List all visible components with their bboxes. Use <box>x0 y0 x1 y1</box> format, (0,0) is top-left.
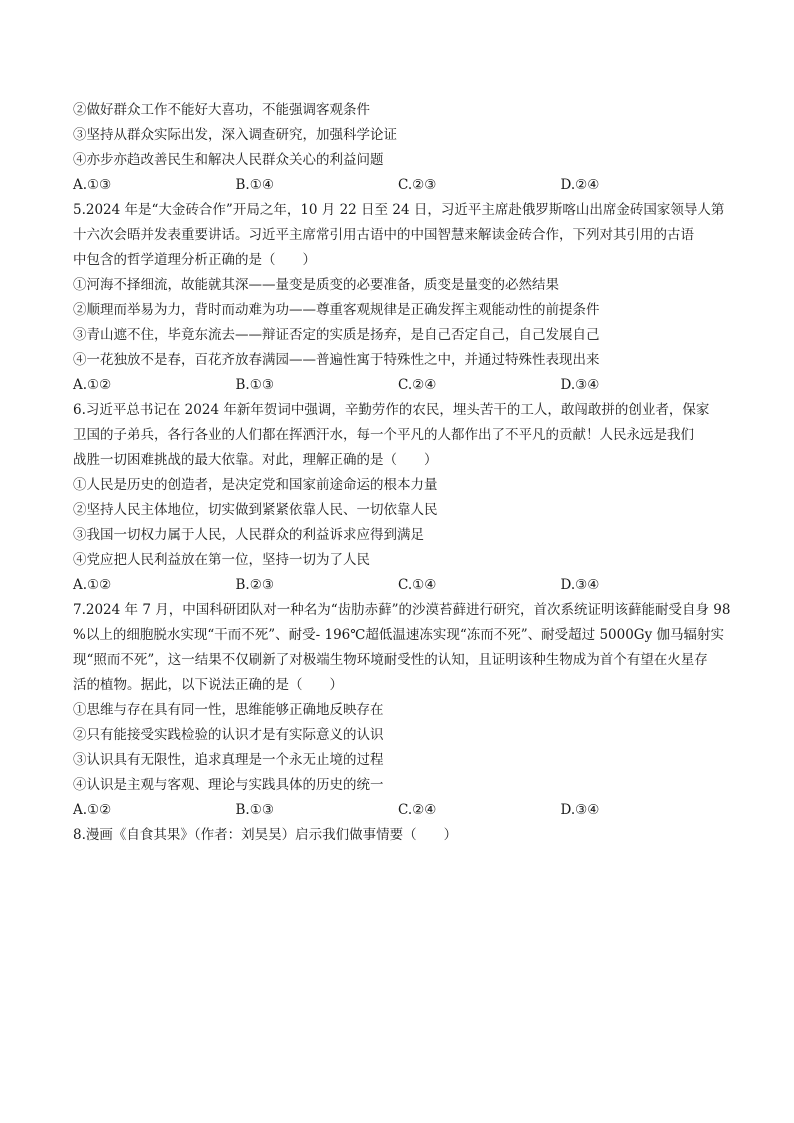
q4-option-b: B.①④ <box>235 177 274 193</box>
q5-item-4: ④一花独放不是春，百花齐放春满园——普遍性寓于特殊性之中，并通过特殊性表现出来 <box>73 352 600 368</box>
q5-stem-line: 十六次会晤并发表重要讲话。习近平主席常引用古语中的中国智慧来解读金砖合作，下列对其引用的古语 <box>73 227 694 243</box>
q7-stem-line: %以上的细胞脱水实现“干而不死”、耐受- 196℃超低温速冻实现“冻而不死”、耐受超过 5000Gy 伽马辐射实 <box>73 627 725 643</box>
q5-stem-line: 中包含的哲学道理分析正确的是（ ） <box>73 252 316 268</box>
q4-item-4: ④亦步亦趋改善民生和解决人民群众关心的利益问题 <box>73 152 384 168</box>
q6-option-c: C.①④ <box>398 577 437 593</box>
q7-option-a: A.①② <box>73 802 112 818</box>
q6-item-3: ③我国一切权力属于人民，人民群众的利益诉求应得到满足 <box>73 527 424 543</box>
question-6 <box>73 398 723 598</box>
q6-stem-line: 卫国的子弟兵，各行各业的人们都在挥洒汗水，每一个平凡的人都作出了不平凡的贡献！人民永远是我们 <box>73 427 694 443</box>
q5-option-b: B.①③ <box>235 377 274 393</box>
q5-option-c: C.②④ <box>398 377 437 393</box>
q7-stem-line: 现“照而不死”，这一结果不仅刷新了对极端生物环境耐受性的认知，且证明该种生物成为首个有望在火星存 <box>73 652 708 668</box>
q6-option-d: D.③④ <box>560 577 600 593</box>
q5-item-2: ②顺理而举易为力，背时而动难为功——尊重客观规律是正确发挥主观能动性的前提条件 <box>73 302 600 318</box>
question-4-tail <box>73 98 723 198</box>
q8-stem: 8.漫画《自食其果》（作者：刘昊昊）启示我们做事情要（ ） <box>73 827 458 843</box>
exam-page <box>73 98 731 848</box>
q7-option-d: D.③④ <box>560 802 600 818</box>
q4-options <box>73 173 723 198</box>
q4-option-d: D.②④ <box>560 177 600 193</box>
q6-stem-line: 6.习近平总书记在 2024 年新年贺词中强调，辛勤劳作的农民，埋头苦干的工人，敢闯敢拼的创业者，保家 <box>73 402 710 418</box>
q6-options <box>73 573 723 598</box>
q7-option-b: B.①③ <box>235 802 274 818</box>
q6-stem-line: 战胜一切困难挑战的最大依靠。对此，理解正确的是（ ） <box>73 452 438 468</box>
q6-item-1: ①人民是历史的创造者，是决定党和国家前途命运的根本力量 <box>73 477 438 493</box>
q6-item-2: ②坚持人民主体地位，切实做到紧紧依靠人民、一切依靠人民 <box>73 502 438 518</box>
q5-option-a: A.①② <box>73 377 112 393</box>
q4-item-2: ②做好群众工作不能好大喜功，不能强调客观条件 <box>73 102 370 118</box>
question-8 <box>73 823 723 848</box>
q7-item-2: ②只有能接受实践检验的认识才是有实际意义的认识 <box>73 727 384 743</box>
question-5 <box>73 198 723 398</box>
q4-item-3: ③坚持从群众实际出发，深入调查研究，加强科学论证 <box>73 127 397 143</box>
q7-item-4: ④认识是主观与客观、理论与实践具体的历史的统一 <box>73 777 384 793</box>
q6-option-a: A.①② <box>73 577 112 593</box>
q6-option-b: B.②③ <box>235 577 274 593</box>
q4-option-a: A.①③ <box>73 177 112 193</box>
q7-options <box>73 798 723 823</box>
q7-stem-line: 活的植物。据此，以下说法正确的是（ ） <box>73 677 343 693</box>
q6-item-4: ④党应把人民利益放在第一位，坚持一切为了人民 <box>73 552 370 568</box>
q7-item-1: ①思维与存在具有同一性，思维能够正确地反映存在 <box>73 702 384 718</box>
q5-options <box>73 373 723 398</box>
q7-option-c: C.②④ <box>398 802 437 818</box>
q5-option-d: D.③④ <box>560 377 600 393</box>
q5-item-3: ③青山遮不住，毕竟东流去——辩证否定的实质是扬弃，是自己否定自己，自己发展自己 <box>73 327 600 343</box>
q5-stem-line: 5.2024 年是“大金砖合作”开局之年，10 月 22 日至 24 日，习近平主席赴俄罗斯喀山出席金砖国家领导人第 <box>73 202 725 218</box>
question-7 <box>73 598 731 823</box>
q7-stem-line: 7.2024 年 7 月，中国科研团队对一种名为“齿肋赤藓”的沙漠苔藓进行研究，首次系统证明该藓能耐受自身 98 <box>73 602 731 618</box>
q7-item-3: ③认识具有无限性，追求真理是一个永无止境的过程 <box>73 752 384 768</box>
q5-item-1: ①河海不择细流，故能就其深——量变是质变的必要准备，质变是量变的必然结果 <box>73 277 559 293</box>
q4-option-c: C.②③ <box>398 177 437 193</box>
